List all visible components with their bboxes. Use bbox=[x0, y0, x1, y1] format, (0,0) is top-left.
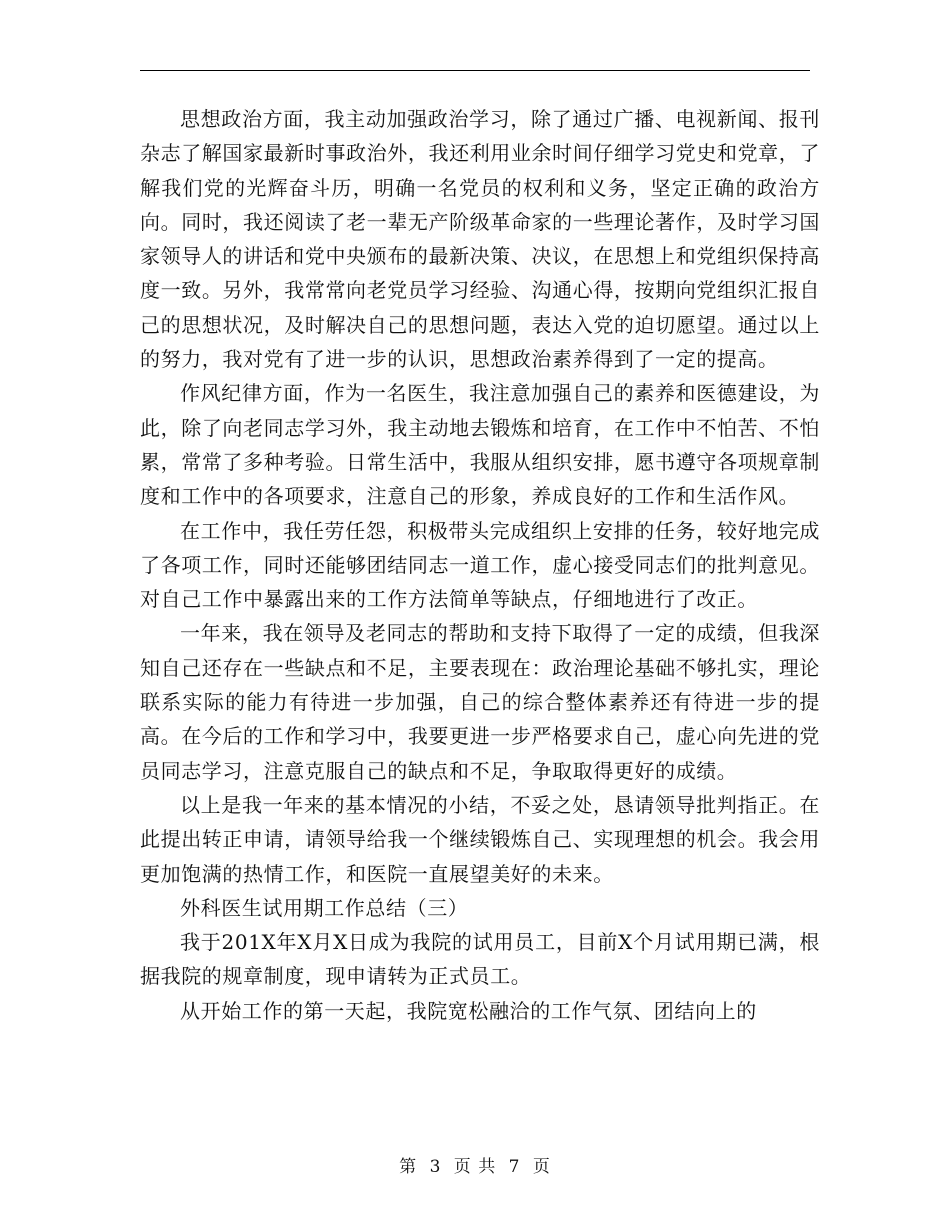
paragraph-work: 在工作中，我任劳任怨，积极带头完成组织上安排的任务，较好地完成了各项工作，同时还能够团结同志一道工作，虚心接受同志们的批判意见。对自己工作中暴露出来的工作方法简单等缺点，仔细地进行了改正。 bbox=[140, 518, 820, 612]
footer-middle: 页 共 bbox=[453, 1157, 497, 1177]
section-heading: 外科医生试用期工作总结（三） bbox=[180, 895, 469, 920]
paragraph-conclusion: 以上是我一年来的基本情况的小结，不妥之处，恳请领导批判指正。在此提出转正申请，请领导给我一个继续锻炼自己、实现理想的机会。我会用更加饱满的热情工作，和医院一直展望美好的未来。 bbox=[140, 792, 820, 886]
footer-current-page: 3 bbox=[429, 1157, 442, 1177]
page-footer bbox=[0, 1152, 950, 1177]
footer-total-pages: 7 bbox=[508, 1157, 521, 1177]
paragraph-first-day: 从开始工作的第一天起，我院宽松融洽的工作气氛、团结向上的 bbox=[180, 998, 757, 1023]
document-body bbox=[140, 102, 820, 1028]
paragraph-discipline: 作风纪律方面，作为一名医生，我注意加强自己的素养和医德建设，为此，除了向老同志学习外，我主动地去锻炼和培育，在工作中不怕苦、不怕累，常常了多种考验。日常生活中，我服从组织安排，愿书遵守各项规章制度和工作中的各项要求，注意自己的形象，养成良好的工作和生活作风。 bbox=[140, 381, 820, 509]
paragraph-probation: 我于201X年X月X日成为我院的试用员工，目前X个月试用期已满，根据我院的规章制度，现申请转为正式员工。 bbox=[140, 930, 820, 989]
paragraph-political: 思想政治方面，我主动加强政治学习，除了通过广播、电视新闻、报刊杂志了解国家最新时事政治外，我还利用业余时间仔细学习党史和党章，了解我们党的光辉奋斗历，明确一名党员的权利和义务，坚定正确的政治方向。同时，我还阅读了老一辈无产阶级革命家的一些理论著作，及时学习国家领导人的讲话和党中央颁布的最新决策、决议，在思想上和党组织保持高度一致。另外，我常常向老党员学习经验、沟通心得，按期向党组织汇报自己的思想状况，及时解决自己的思想问题，表达入党的迫切愿望。通过以上的努力，我对党有了进一步的认识，思想政治素养得到了一定的提高。 bbox=[140, 107, 820, 372]
header-rule bbox=[140, 70, 810, 71]
footer-suffix: 页 bbox=[532, 1157, 551, 1177]
paragraph-shortcomings: 一年来，我在领导及老同志的帮助和支持下取得了一定的成绩，但我深知自己还存在一些缺点和不足，主要表现在：政治理论基础不够扎实，理论联系实际的能力有待进一步加强，自己的综合整体素养还有待进一步的提高。在今后的工作和学习中，我要更进一步严格要求自己，虚心向先进的党员同志学习，注意克服自己的缺点和不足，争取取得更好的成绩。 bbox=[140, 621, 820, 783]
footer-prefix: 第 bbox=[399, 1157, 418, 1177]
